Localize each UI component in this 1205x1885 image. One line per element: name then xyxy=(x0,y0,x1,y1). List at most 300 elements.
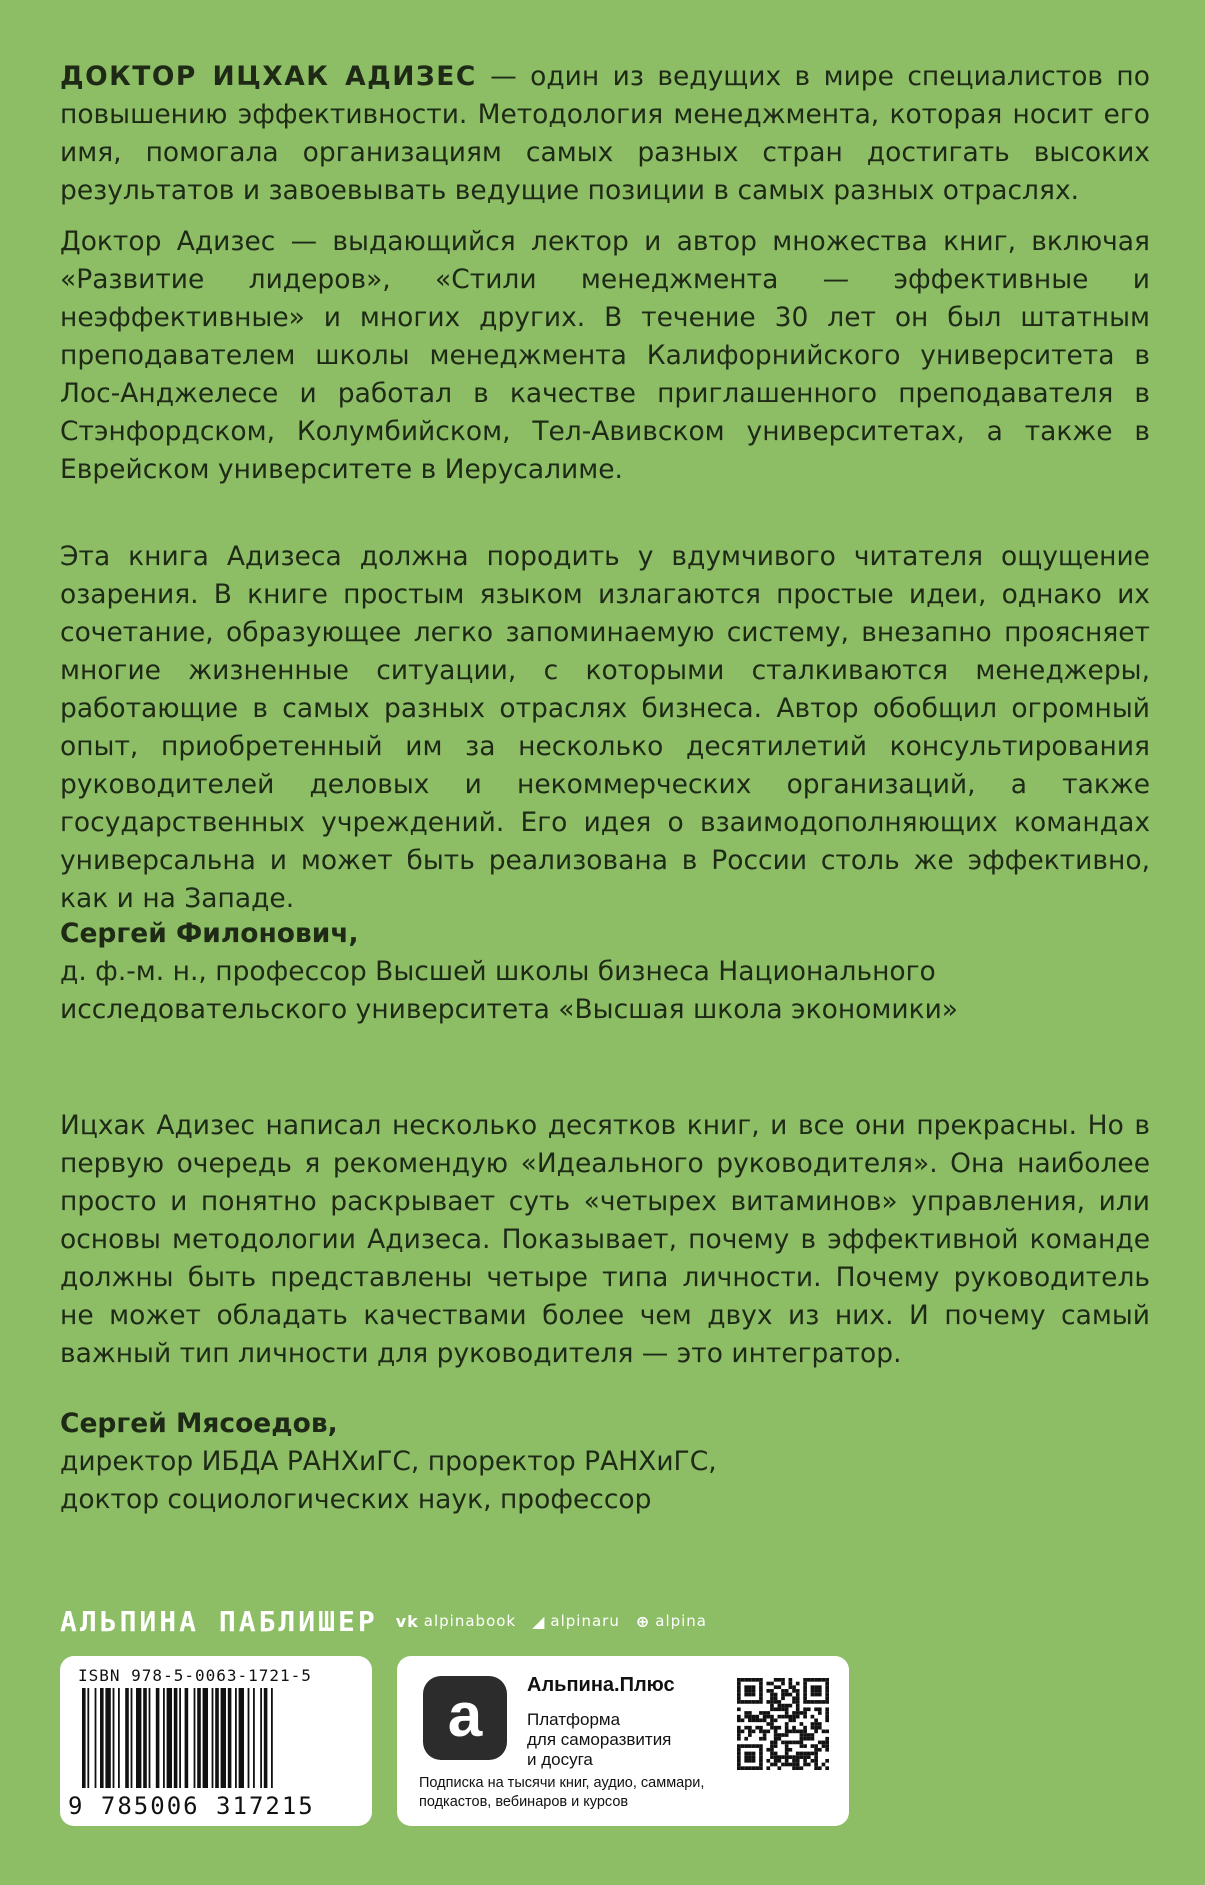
barcode-bar xyxy=(113,1688,115,1788)
qr-module xyxy=(807,1752,811,1756)
qr-module xyxy=(781,1693,785,1697)
qr-module xyxy=(800,1744,804,1748)
qr-module xyxy=(737,1726,741,1730)
qr-module xyxy=(785,1693,789,1697)
qr-module xyxy=(825,1700,829,1704)
barcode-bar xyxy=(118,1688,120,1788)
qr-module xyxy=(811,1722,815,1726)
qr-module xyxy=(763,1718,767,1722)
qr-module xyxy=(777,1678,781,1682)
qr-module xyxy=(741,1730,745,1734)
qr-module xyxy=(825,1748,829,1752)
qr-module xyxy=(807,1700,811,1704)
qr-module xyxy=(785,1752,789,1756)
qr-module xyxy=(800,1733,804,1737)
qr-module xyxy=(759,1766,763,1770)
review-2-signer-degree: доктор социологических наук, профессор xyxy=(60,1484,652,1515)
review-2-signer-title: директор ИБДА РАНХиГС, проректор РАНХиГС, xyxy=(60,1446,717,1477)
qr-module xyxy=(748,1715,752,1719)
qr-module xyxy=(781,1678,785,1682)
qr-module xyxy=(818,1693,822,1697)
qr-module xyxy=(796,1700,800,1704)
qr-module xyxy=(814,1766,818,1770)
qr-module xyxy=(774,1726,778,1730)
qr-module xyxy=(741,1744,745,1748)
qr-module xyxy=(785,1759,789,1763)
qr-module xyxy=(748,1711,752,1715)
qr-module xyxy=(781,1696,785,1700)
qr-module xyxy=(814,1722,818,1726)
qr-module xyxy=(744,1693,748,1697)
qr-module xyxy=(811,1726,815,1730)
qr-module xyxy=(818,1689,822,1693)
qr-module xyxy=(759,1737,763,1741)
qr-module xyxy=(759,1718,763,1722)
qr-module xyxy=(777,1726,781,1730)
qr-module xyxy=(770,1726,774,1730)
qr-module xyxy=(759,1755,763,1759)
qr-module xyxy=(777,1685,781,1689)
qr-module xyxy=(774,1707,778,1711)
qr-module xyxy=(737,1730,741,1734)
qr-module xyxy=(766,1748,770,1752)
qr-module xyxy=(811,1700,815,1704)
qr-module xyxy=(792,1726,796,1730)
qr-module xyxy=(737,1707,741,1711)
qr-module xyxy=(818,1722,822,1726)
qr-module xyxy=(789,1704,793,1708)
qr-module xyxy=(811,1678,815,1682)
qr-module xyxy=(785,1748,789,1752)
review-1-signer-title: д. ф.-м. н., профессор Высшей школы бизнеса Национального xyxy=(60,956,936,987)
barcode-bar xyxy=(143,1688,147,1788)
qr-module xyxy=(803,1682,807,1686)
barcode-digits: 9 785006 317215 xyxy=(68,1792,315,1820)
review-2-signer-name: Сергей Мясоедов, xyxy=(60,1408,338,1439)
qr-module xyxy=(774,1696,778,1700)
barcode-bar xyxy=(100,1688,104,1788)
qr-module xyxy=(752,1766,756,1770)
qr-module xyxy=(807,1737,811,1741)
qr-module xyxy=(822,1744,826,1748)
barcode-bar xyxy=(228,1688,232,1788)
qr-module xyxy=(811,1693,815,1697)
qr-module xyxy=(774,1759,778,1763)
qr-module xyxy=(792,1730,796,1734)
qr-module xyxy=(763,1730,767,1734)
qr-module xyxy=(770,1763,774,1767)
qr-module xyxy=(774,1741,778,1745)
qr-module xyxy=(803,1737,807,1741)
qr-module xyxy=(796,1704,800,1708)
qr-module xyxy=(781,1741,785,1745)
barcode-bar xyxy=(271,1688,273,1788)
barcode-bar xyxy=(215,1688,219,1788)
qr-module xyxy=(785,1730,789,1734)
qr-module xyxy=(800,1752,804,1756)
qr-module xyxy=(792,1689,796,1693)
qr-module xyxy=(825,1696,829,1700)
alpina-plus-app-icon: a xyxy=(423,1676,507,1760)
qr-module xyxy=(796,1696,800,1700)
qr-module xyxy=(741,1718,745,1722)
qr-module xyxy=(748,1700,752,1704)
qr-code-icon[interactable] xyxy=(737,1678,829,1770)
qr-module xyxy=(803,1759,807,1763)
qr-module xyxy=(800,1741,804,1745)
qr-module xyxy=(752,1678,756,1682)
qr-module xyxy=(803,1689,807,1693)
qr-module xyxy=(803,1752,807,1756)
barcode-bar xyxy=(174,1688,178,1788)
qr-module xyxy=(800,1755,804,1759)
review-1-signature xyxy=(60,915,1150,1029)
social-handle-telegram: alpinaru xyxy=(550,1612,620,1630)
qr-module xyxy=(814,1726,818,1730)
qr-module xyxy=(770,1722,774,1726)
barcode-bar xyxy=(87,1688,89,1788)
qr-module xyxy=(777,1700,781,1704)
qr-module xyxy=(755,1715,759,1719)
about-author-paragraph-1: ДОКТОР ИЦХАК АДИЗЕС — один из ведущих в мире специалистов по повышению эффективности. Методология менеджмента, которая носит его имя, помогала организациям самых разных стран достигать высоких результатов и завоевывать ведущие позиции в самых разных отраслях. xyxy=(60,61,1150,206)
qr-module xyxy=(789,1755,793,1759)
qr-module xyxy=(814,1759,818,1763)
qr-module xyxy=(777,1715,781,1719)
qr-module xyxy=(748,1744,752,1748)
qr-module xyxy=(770,1696,774,1700)
qr-module xyxy=(814,1748,818,1752)
qr-module xyxy=(766,1711,770,1715)
qr-module xyxy=(770,1693,774,1697)
qr-module xyxy=(777,1704,781,1708)
qr-module xyxy=(777,1755,781,1759)
qr-module xyxy=(814,1763,818,1767)
qr-module xyxy=(755,1678,759,1682)
qr-module xyxy=(737,1718,741,1722)
qr-module xyxy=(796,1711,800,1715)
qr-module xyxy=(737,1733,741,1737)
qr-module xyxy=(818,1711,822,1715)
qr-module xyxy=(803,1755,807,1759)
qr-module xyxy=(755,1718,759,1722)
qr-module xyxy=(811,1733,815,1737)
qr-module xyxy=(825,1682,829,1686)
review-1-text: Эта книга Адизеса должна породить у вдумчивого читателя ощущение озарения. В книге простым языком излагаются простые идеи, однако их сочетание, образующее легко запоминаемую систему, внезапно проясняет многие жизненные ситуации, с которыми сталкиваются менеджеры, работающие в самых разных отраслях бизнеса. Автор обобщил огромный опыт, приобретенный им за несколько десятилетий консультирования руководителей деловых и некоммерческих организаций, а также государственных учреждений. Его идея о взаимодополняющих командах универсальна и может быть реализована в России столь же эффективно, как и на Западе. xyxy=(60,541,1150,914)
qr-module xyxy=(737,1752,741,1756)
social-link-vk[interactable] xyxy=(396,1612,516,1631)
qr-module xyxy=(774,1752,778,1756)
qr-module xyxy=(803,1763,807,1767)
qr-module xyxy=(774,1730,778,1734)
qr-module xyxy=(796,1766,800,1770)
author-name-lead: ДОКТОР ИЦХАК АДИЗЕС xyxy=(60,61,477,92)
qr-module xyxy=(774,1744,778,1748)
qr-module xyxy=(825,1689,829,1693)
qr-module xyxy=(822,1741,826,1745)
qr-module xyxy=(759,1678,763,1682)
qr-module xyxy=(814,1752,818,1756)
barcode-bar xyxy=(131,1688,133,1788)
qr-module xyxy=(792,1696,796,1700)
qr-module xyxy=(737,1693,741,1697)
qr-module xyxy=(770,1689,774,1693)
qr-module xyxy=(737,1766,741,1770)
qr-module xyxy=(811,1685,815,1689)
qr-module xyxy=(744,1737,748,1741)
qr-module xyxy=(825,1707,829,1711)
qr-module xyxy=(752,1730,756,1734)
qr-module xyxy=(822,1763,826,1767)
qr-module xyxy=(803,1711,807,1715)
qr-module xyxy=(744,1726,748,1730)
qr-module xyxy=(737,1715,741,1719)
qr-module xyxy=(814,1730,818,1734)
qr-module xyxy=(825,1678,829,1682)
qr-module xyxy=(811,1759,815,1763)
qr-module xyxy=(774,1737,778,1741)
barcode-bar xyxy=(125,1688,129,1788)
qr-module xyxy=(770,1744,774,1748)
qr-module xyxy=(759,1748,763,1752)
promo-description: Платформа для саморазвития и досуга xyxy=(527,1710,672,1769)
qr-module xyxy=(792,1685,796,1689)
qr-module xyxy=(755,1700,759,1704)
qr-module xyxy=(770,1718,774,1722)
barcode-icon xyxy=(78,1688,354,1792)
qr-module xyxy=(803,1678,807,1682)
qr-module xyxy=(825,1737,829,1741)
qr-module xyxy=(814,1700,818,1704)
qr-module xyxy=(737,1755,741,1759)
qr-module xyxy=(796,1752,800,1756)
review-2-text: Ицхак Адизес написал несколько десятков книг, и все они прекрасны. Но в первую очередь я рекомендую «Идеального руководителя». Она наиболее просто и понятно раскрывает суть «четырех витаминов» управления, или основы методологии Адизеса. Показывает, почему в эффективной команде должны быть представлены четыре типа личности. Почему руководитель не может обладать качествами более чем двух из них. И почему самый важный тип личности для руководителя — это интегратор. xyxy=(60,1110,1150,1369)
barcode-bar xyxy=(212,1688,214,1788)
qr-module xyxy=(785,1689,789,1693)
qr-module xyxy=(737,1696,741,1700)
qr-module xyxy=(818,1741,822,1745)
qr-module xyxy=(748,1685,752,1689)
about-author-paragraph-2: Доктор Адизес — выдающийся лектор и автор множества книг, включая «Развитие лидеров», «Стили менеджмента — эффективные и неэффективные» и многих других. В течение 30 лет он был штатным преподавателем школы менеджмента Калифорнийского университета в Лос-Анджелесе и работал в качестве приглашенного преподавателя в Стэнфордском, Колумбийском, Тел-Авивском университетах, а также в Еврейском университете в Иерусалиме. xyxy=(60,226,1150,485)
qr-module xyxy=(825,1744,829,1748)
qr-module xyxy=(759,1726,763,1730)
barcode-bar xyxy=(185,1688,189,1788)
qr-module xyxy=(759,1682,763,1686)
qr-module xyxy=(807,1733,811,1737)
qr-module xyxy=(744,1711,748,1715)
qr-module xyxy=(825,1759,829,1763)
qr-module xyxy=(785,1707,789,1711)
qr-module xyxy=(737,1737,741,1741)
qr-module xyxy=(803,1733,807,1737)
barcode-bar xyxy=(248,1688,250,1788)
barcode-bar xyxy=(235,1688,237,1788)
qr-module xyxy=(744,1759,748,1763)
qr-module xyxy=(811,1715,815,1719)
qr-module xyxy=(789,1715,793,1719)
qr-module xyxy=(766,1722,770,1726)
qr-module xyxy=(755,1744,759,1748)
qr-module xyxy=(748,1759,752,1763)
qr-module xyxy=(811,1737,815,1741)
qr-module xyxy=(785,1704,789,1708)
qr-module xyxy=(755,1766,759,1770)
qr-module xyxy=(748,1693,752,1697)
barcode-bar xyxy=(203,1688,208,1788)
qr-module xyxy=(822,1678,826,1682)
qr-module xyxy=(744,1685,748,1689)
qr-module xyxy=(814,1693,818,1697)
qr-module xyxy=(800,1722,804,1726)
qr-module xyxy=(825,1741,829,1745)
barcode-bar xyxy=(163,1688,165,1788)
qr-module xyxy=(774,1763,778,1767)
qr-module xyxy=(774,1718,778,1722)
social-handle-plus: alpina xyxy=(655,1612,707,1630)
qr-module xyxy=(766,1700,770,1704)
qr-module xyxy=(818,1726,822,1730)
qr-module xyxy=(803,1707,807,1711)
social-links xyxy=(396,1612,723,1631)
barcode-bar xyxy=(136,1688,141,1788)
qr-module xyxy=(825,1711,829,1715)
qr-module xyxy=(774,1700,778,1704)
qr-module xyxy=(781,1707,785,1711)
qr-module xyxy=(748,1752,752,1756)
qr-module xyxy=(770,1748,774,1752)
vk-icon: vk xyxy=(395,1611,419,1631)
qr-module xyxy=(796,1763,800,1767)
qr-module xyxy=(818,1678,822,1682)
barcode-bar xyxy=(167,1688,172,1788)
qr-module xyxy=(785,1741,789,1745)
qr-module xyxy=(800,1711,804,1715)
qr-module xyxy=(781,1704,785,1708)
qr-module xyxy=(811,1752,815,1756)
qr-module xyxy=(803,1685,807,1689)
qr-module xyxy=(803,1715,807,1719)
barcode-panel xyxy=(60,1656,372,1826)
qr-module xyxy=(800,1737,804,1741)
qr-module xyxy=(759,1730,763,1734)
qr-module xyxy=(785,1755,789,1759)
review-1-block xyxy=(60,538,1150,918)
qr-module xyxy=(818,1766,822,1770)
qr-module xyxy=(744,1752,748,1756)
alpina-plus-promo[interactable] xyxy=(397,1656,849,1826)
qr-module xyxy=(803,1700,807,1704)
qr-module xyxy=(770,1715,774,1719)
qr-module xyxy=(796,1689,800,1693)
qr-module xyxy=(789,1682,793,1686)
qr-module xyxy=(825,1766,829,1770)
qr-module xyxy=(800,1766,804,1770)
qr-module xyxy=(785,1722,789,1726)
qr-module xyxy=(741,1678,745,1682)
qr-module xyxy=(759,1689,763,1693)
qr-module xyxy=(789,1741,793,1745)
qr-module xyxy=(789,1763,793,1767)
qr-module xyxy=(774,1755,778,1759)
qr-module xyxy=(763,1737,767,1741)
barcode-bar xyxy=(95,1688,97,1788)
qr-module xyxy=(792,1741,796,1745)
qr-module xyxy=(759,1700,763,1704)
qr-module xyxy=(759,1752,763,1756)
qr-module xyxy=(770,1752,774,1756)
publisher-row xyxy=(60,1603,723,1639)
qr-module xyxy=(781,1763,785,1767)
qr-module xyxy=(770,1707,774,1711)
qr-module xyxy=(737,1700,741,1704)
qr-module xyxy=(741,1700,745,1704)
qr-module xyxy=(737,1748,741,1752)
qr-module xyxy=(781,1682,785,1686)
qr-module xyxy=(792,1718,796,1722)
qr-module xyxy=(825,1730,829,1734)
qr-module xyxy=(807,1755,811,1759)
qr-module xyxy=(737,1763,741,1767)
qr-module xyxy=(796,1693,800,1697)
social-link-plus[interactable] xyxy=(636,1612,707,1631)
qr-module xyxy=(744,1744,748,1748)
qr-module xyxy=(803,1693,807,1697)
qr-module xyxy=(789,1730,793,1734)
qr-module xyxy=(777,1733,781,1737)
qr-module xyxy=(744,1700,748,1704)
qr-module xyxy=(807,1707,811,1711)
social-link-telegram[interactable] xyxy=(532,1612,620,1631)
barcode-bar xyxy=(105,1688,110,1788)
qr-module xyxy=(792,1759,796,1763)
qr-module xyxy=(803,1744,807,1748)
qr-module xyxy=(748,1730,752,1734)
qr-module xyxy=(770,1704,774,1708)
qr-module xyxy=(777,1707,781,1711)
qr-module xyxy=(744,1755,748,1759)
qr-module xyxy=(781,1755,785,1759)
qr-module xyxy=(770,1755,774,1759)
qr-module xyxy=(796,1730,800,1734)
qr-module xyxy=(796,1759,800,1763)
qr-module xyxy=(752,1715,756,1719)
qr-module xyxy=(807,1678,811,1682)
qr-module xyxy=(766,1759,770,1763)
barcode-bar xyxy=(253,1688,255,1788)
qr-module xyxy=(811,1744,815,1748)
qr-module xyxy=(748,1726,752,1730)
qr-module xyxy=(777,1766,781,1770)
qr-module xyxy=(814,1744,818,1748)
qr-module xyxy=(814,1678,818,1682)
qr-module xyxy=(737,1682,741,1686)
qr-module xyxy=(737,1678,741,1682)
qr-module xyxy=(774,1693,778,1697)
qr-module xyxy=(792,1711,796,1715)
qr-module xyxy=(814,1707,818,1711)
qr-module xyxy=(781,1715,785,1719)
qr-module xyxy=(814,1689,818,1693)
barcode-bar xyxy=(149,1688,151,1788)
isbn-label: ISBN 978-5-0063-1721-5 xyxy=(78,1666,312,1685)
qr-module xyxy=(752,1689,756,1693)
qr-module xyxy=(737,1759,741,1763)
qr-module xyxy=(785,1763,789,1767)
qr-module xyxy=(818,1700,822,1704)
qr-module xyxy=(748,1689,752,1693)
qr-module xyxy=(814,1685,818,1689)
qr-module xyxy=(785,1744,789,1748)
qr-module xyxy=(803,1696,807,1700)
